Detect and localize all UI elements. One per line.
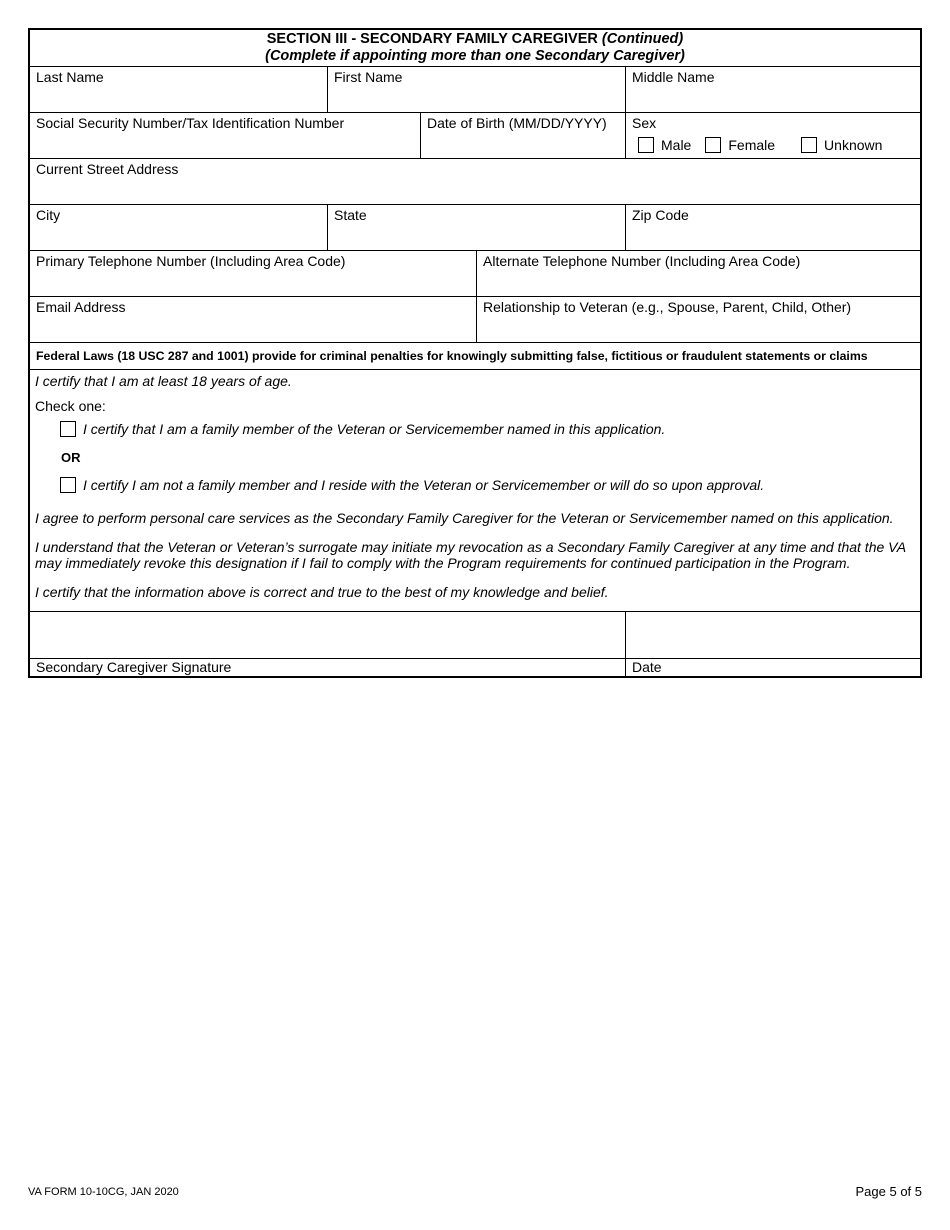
state-label: State (334, 207, 367, 223)
zip-code-label: Zip Code (632, 207, 689, 223)
street-address-label: Current Street Address (36, 161, 179, 177)
date-input[interactable] (626, 612, 920, 658)
street-address-field[interactable] (30, 159, 920, 204)
unknown-label: Unknown (824, 137, 883, 153)
federal-law-notice: Federal Laws (18 USC 287 and 1001) provide for criminal penalties for knowingly submitting false, fictitious or fraudulent statements or claims (30, 343, 920, 370)
email-row (30, 297, 920, 343)
name-row (30, 67, 920, 113)
correctness-statement: I certify that the information above is correct and true to the best of my knowledge and belief. (35, 584, 609, 600)
middle-name-field[interactable] (626, 67, 920, 112)
zip-code-field[interactable] (626, 205, 920, 250)
dob-label: Date of Birth (MM/DD/YYYY) (427, 115, 607, 131)
page-number: Page 5 of 5 (855, 1184, 922, 1199)
street-row (30, 159, 920, 205)
middle-name-label: Middle Name (632, 69, 715, 85)
section-header (30, 30, 920, 67)
city-row (30, 205, 920, 251)
revocation-statement: I understand that the Veteran or Veteran’s surrogate may initiate my revocation as a Secondary Family Caregiver at any time and that the VA may immediately revoke this designation if I fail to comply with the Program requirements for continued participation in the Program. (35, 539, 906, 571)
section-title: SECTION III - SECONDARY FAMILY CAREGIVER (266, 31, 598, 47)
female-checkbox[interactable] (705, 137, 721, 153)
not-family-checkbox[interactable] (60, 477, 76, 493)
form-id: VA FORM 10-10CG, JAN 2020 (28, 1186, 179, 1198)
section-title-continued: (Continued) (601, 31, 684, 47)
signature-input[interactable] (30, 612, 626, 658)
signature-row (30, 612, 920, 659)
city-label: City (36, 207, 61, 223)
family-member-checkbox[interactable] (60, 421, 76, 437)
certification-block (30, 370, 920, 612)
ssn-row (30, 113, 920, 159)
not-family-option[interactable] (60, 477, 912, 493)
relationship-field[interactable] (477, 297, 920, 342)
family-member-text: I certify that I am a family member of the Veteran or Servicemember named in this application. (83, 421, 666, 437)
signature-label: Secondary Caregiver Signature (30, 659, 626, 676)
first-name-label: First Name (334, 69, 403, 85)
alternate-phone-label: Alternate Telephone Number (Including Area Code) (483, 253, 801, 269)
ssn-field[interactable] (30, 113, 421, 158)
email-label: Email Address (36, 299, 126, 315)
agree-statement: I agree to perform personal care services as the Secondary Family Caregiver for the Veteran or Servicemember named on this application. (35, 510, 894, 526)
email-field[interactable] (30, 297, 477, 342)
sex-options (638, 137, 914, 153)
sex-option-male[interactable] (638, 137, 691, 153)
sex-field (626, 113, 920, 158)
dob-field[interactable] (421, 113, 626, 158)
male-label: Male (661, 137, 692, 153)
primary-phone-field[interactable] (30, 251, 477, 296)
section-subtitle: (Complete if appointing more than one Secondary Caregiver) (265, 48, 685, 64)
not-family-text: I certify I am not a family member and I reside with the Veteran or Servicemember or will do so upon approval. (83, 477, 765, 493)
phone-row (30, 251, 920, 297)
relationship-label: Relationship to Veteran (e.g., Spouse, Parent, Child, Other) (483, 299, 852, 315)
check-one-label: Check one: (35, 398, 106, 414)
unknown-checkbox[interactable] (801, 137, 817, 153)
alternate-phone-field[interactable] (477, 251, 920, 296)
signature-label-row (30, 659, 920, 676)
primary-phone-label: Primary Telephone Number (Including Area Code) (36, 253, 346, 269)
age-certification: I certify that I am at least 18 years of age. (35, 373, 292, 389)
or-label: OR (61, 450, 81, 465)
last-name-label: Last Name (36, 69, 104, 85)
sex-label: Sex (632, 115, 657, 131)
family-member-option[interactable] (60, 421, 912, 437)
sex-option-female[interactable] (705, 137, 775, 153)
secondary-caregiver-form (28, 28, 922, 678)
male-checkbox[interactable] (638, 137, 654, 153)
date-label: Date (632, 659, 662, 675)
city-field[interactable] (30, 205, 328, 250)
first-name-field[interactable] (328, 67, 626, 112)
sex-option-unknown[interactable] (801, 137, 882, 153)
last-name-field[interactable] (30, 67, 328, 112)
ssn-label: Social Security Number/Tax Identification Number (36, 115, 345, 131)
female-label: Female (728, 137, 776, 153)
state-field[interactable] (328, 205, 626, 250)
